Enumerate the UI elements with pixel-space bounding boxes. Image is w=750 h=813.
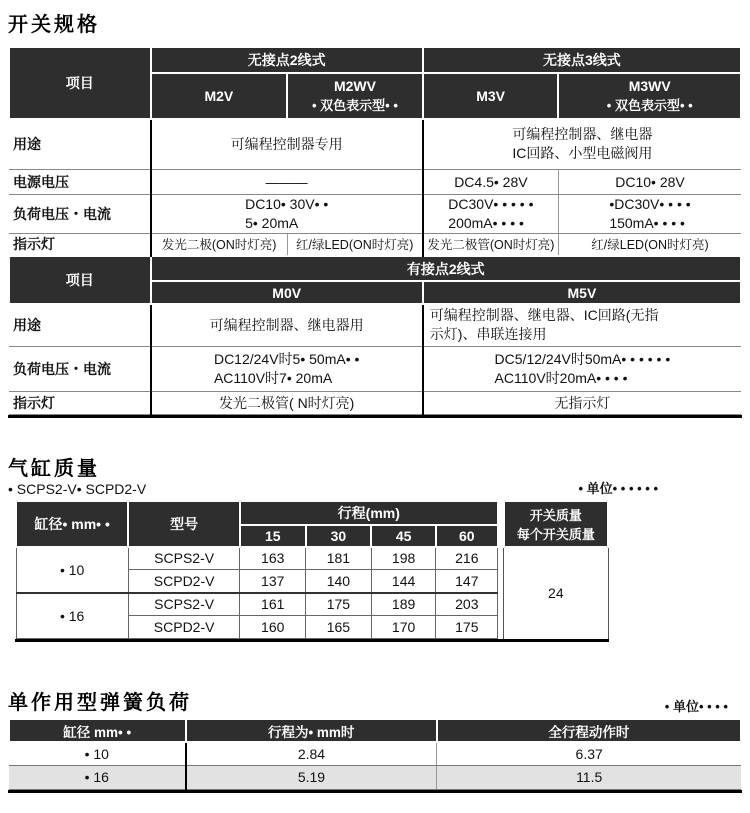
value-cell: 198 bbox=[371, 547, 436, 570]
load-m3wv-line1: •DC30V• • • • bbox=[609, 195, 691, 212]
power-2wire-cell: ——— bbox=[151, 169, 423, 194]
group-contact-header: 有接点2线式 bbox=[151, 256, 741, 281]
cylinder-mass-subtitle: • SCPS2-V• SCPD2-V bbox=[8, 480, 147, 497]
stroke-col-30: 30 bbox=[306, 525, 372, 547]
spring-load-title: 单作用型弹簧负荷 bbox=[8, 692, 192, 714]
spring-bore-cell: • 10 bbox=[9, 742, 186, 765]
usage-3wire-line2: IC回路、小型电磁阀用 bbox=[512, 145, 653, 162]
indicator-label-2: 指示灯 bbox=[9, 391, 151, 414]
switch-mass-value: 24 bbox=[504, 547, 608, 639]
usage-2wire-cell: 可编程控制器专用 bbox=[151, 119, 423, 169]
model-m2wv-header bbox=[287, 73, 423, 119]
indicator-m3v-cell: 发光二极管(ON时灯亮) bbox=[423, 233, 559, 256]
load-m0v-line2: AC110V时7• 20mA bbox=[213, 369, 333, 386]
value-cell: 137 bbox=[240, 570, 306, 593]
value-cell: 160 bbox=[240, 616, 306, 639]
load-label-2: 负荷电压・电流 bbox=[9, 346, 151, 391]
model-cell: SCPS2-V bbox=[128, 547, 240, 570]
item-header: 项目 bbox=[9, 47, 151, 119]
usage-3wire-line1: 可编程控制器、继电器 bbox=[512, 126, 653, 143]
load-m0v-cell bbox=[151, 346, 423, 391]
power-m3v-cell: DC4.5• 28V bbox=[423, 169, 559, 194]
load-m3v-cell bbox=[423, 194, 559, 233]
power-m3wv-cell: DC10• 28V bbox=[558, 169, 741, 194]
value-cell: 161 bbox=[240, 593, 306, 616]
usage-label: 用途 bbox=[9, 119, 151, 169]
load-m0v-line1: DC12/24V时5• 50mA• • bbox=[213, 350, 360, 367]
usage-m5v-line2: 示灯)、串联连接用 bbox=[429, 326, 547, 343]
power-label: 电源电压 bbox=[9, 169, 151, 194]
value-cell: 147 bbox=[436, 570, 498, 593]
bore-10-cell: • 10 bbox=[16, 547, 128, 593]
value-cell: 203 bbox=[436, 593, 498, 616]
model-m0v-header: M0V bbox=[151, 281, 423, 304]
model-m3wv-name: M3WV bbox=[628, 78, 671, 94]
stroke-col-15: 15 bbox=[240, 525, 306, 547]
value-cell: 181 bbox=[306, 547, 372, 570]
cylinder-mass-unit-note: • 单位• • • • • • bbox=[578, 480, 658, 496]
model-m2wv-sub: • 双色表示型• • bbox=[312, 98, 398, 113]
spring-full-cell: 6.37 bbox=[437, 742, 741, 765]
spring-full-cell: 11.5 bbox=[437, 765, 741, 789]
load-m5v-cell bbox=[423, 346, 741, 391]
load-m3wv-cell bbox=[558, 194, 741, 233]
usage-m5v-cell bbox=[423, 304, 741, 346]
indicator-m2wv-cell: 红/绿LED(ON时灯亮) bbox=[287, 233, 423, 256]
value-cell: 175 bbox=[436, 616, 498, 639]
table-row bbox=[9, 742, 741, 765]
group-3wire-header: 无接点3线式 bbox=[423, 47, 741, 73]
value-cell: 165 bbox=[306, 616, 372, 639]
spring-mid-cell: 2.84 bbox=[186, 742, 437, 765]
indicator-m3wv-cell: 红/绿LED(ON时灯亮) bbox=[558, 233, 741, 256]
bore-16-cell: • 16 bbox=[16, 593, 128, 639]
stroke-header: 行程(mm) bbox=[240, 501, 498, 525]
load-m3v-line2: 200mA• • • • bbox=[448, 214, 524, 231]
indicator-label: 指示灯 bbox=[9, 233, 151, 256]
group-2wire-header: 无接点2线式 bbox=[151, 47, 423, 73]
switch-spec-table bbox=[8, 46, 742, 415]
table-row bbox=[16, 547, 608, 570]
model-m3wv-sub: • 双色表示型• • bbox=[606, 98, 693, 113]
model-cell: SCPD2-V bbox=[128, 570, 240, 593]
value-cell: 175 bbox=[306, 593, 372, 616]
cylinder-mass-table-wrap bbox=[15, 500, 609, 643]
spring-fullstroke-header: 全行程动作时 bbox=[437, 719, 741, 742]
usage-m0v-cell: 可编程控制器、继电器用 bbox=[151, 304, 423, 346]
value-cell: 163 bbox=[240, 547, 306, 570]
switch-mass-header bbox=[504, 501, 608, 547]
load-m5v-line1: DC5/12/24V时50mA• • • • • • bbox=[494, 350, 671, 367]
switch-spec-title: 开关规格 bbox=[8, 14, 100, 36]
spring-load-table-wrap bbox=[8, 718, 742, 793]
indicator-m2v-cell: 发光二极(ON时灯亮) bbox=[151, 233, 288, 256]
value-cell: 189 bbox=[371, 593, 436, 616]
spring-bore-header: 缸径 mm• • bbox=[9, 719, 186, 742]
spring-stroke-header: 行程为• mm时 bbox=[186, 719, 437, 742]
spring-load-header-row bbox=[8, 686, 728, 715]
model-m3wv-header bbox=[558, 73, 741, 119]
indicator-m5v-cell: 无指示灯 bbox=[423, 391, 741, 414]
model-cell: SCPD2-V bbox=[128, 616, 240, 639]
switch-mass-header-line1: 开关质量 bbox=[529, 507, 582, 523]
stroke-col-45: 45 bbox=[371, 525, 436, 547]
load-2wire-line1: DC10• 30V• • bbox=[245, 195, 329, 212]
usage-label-2: 用途 bbox=[9, 304, 151, 346]
spring-load-unit-note: • 单位• • • • bbox=[664, 699, 728, 714]
value-cell: 140 bbox=[306, 570, 372, 593]
cylinder-mass-table bbox=[15, 500, 609, 640]
switch-spec-table-wrap bbox=[8, 46, 742, 418]
value-cell: 216 bbox=[436, 547, 498, 570]
model-m2wv-name: M2WV bbox=[333, 78, 376, 94]
model-cell: SCPS2-V bbox=[128, 593, 240, 616]
spring-bore-cell: • 16 bbox=[9, 765, 186, 789]
switch-mass-header-line2: 每个开关质量 bbox=[516, 526, 595, 542]
model-m2v-header: M2V bbox=[151, 73, 288, 119]
item-header-2: 项目 bbox=[9, 256, 151, 304]
load-2wire-cell bbox=[151, 194, 423, 233]
bore-header: 缸径• mm• • bbox=[16, 501, 128, 547]
table-row bbox=[9, 765, 741, 789]
load-label: 负荷电压・电流 bbox=[9, 194, 151, 233]
stroke-col-60: 60 bbox=[436, 525, 498, 547]
value-cell: 144 bbox=[371, 570, 436, 593]
indicator-m0v-cell: 发光二极管( N时灯亮) bbox=[151, 391, 423, 414]
load-m5v-line2: AC110V时20mA• • • • bbox=[494, 369, 628, 386]
load-2wire-line2: 5• 20mA bbox=[245, 214, 299, 231]
cylinder-mass-title: 气缸质量 bbox=[8, 457, 100, 480]
model-m3v-header: M3V bbox=[423, 73, 559, 119]
usage-3wire-cell bbox=[423, 119, 741, 169]
value-cell: 170 bbox=[371, 616, 436, 639]
model-m5v-header: M5V bbox=[423, 281, 741, 304]
usage-m5v-line1: 可编程控制器、继电器、IC回路(无指 bbox=[429, 307, 659, 324]
load-m3wv-line2: 150mA• • • • bbox=[609, 214, 685, 231]
load-m3v-line1: DC30V• • • • • bbox=[448, 195, 534, 212]
cylinder-mass-header-row bbox=[8, 452, 658, 497]
spring-load-table bbox=[8, 718, 742, 790]
spring-mid-cell: 5.19 bbox=[186, 765, 437, 789]
model-header: 型号 bbox=[128, 501, 240, 547]
